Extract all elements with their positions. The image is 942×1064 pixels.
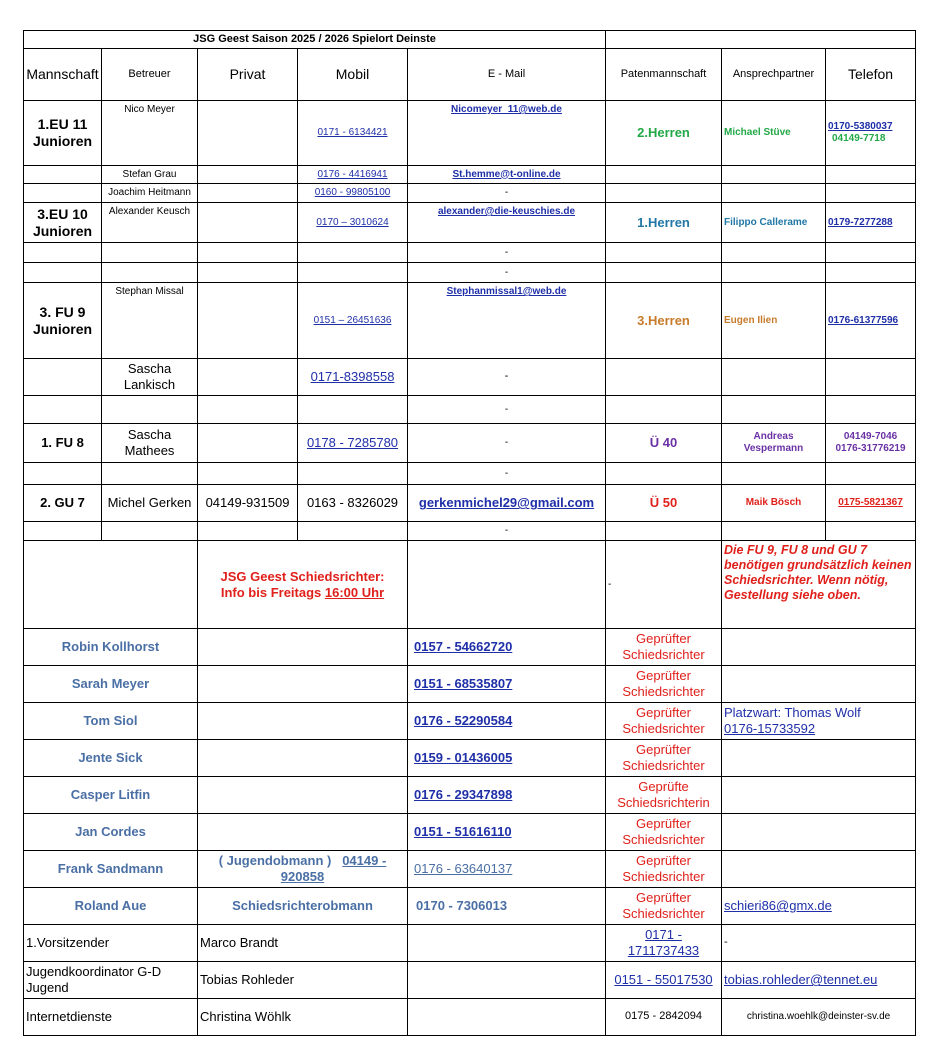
col-header-telefon: Telefon — [826, 49, 916, 101]
table-cell — [298, 463, 408, 485]
referee-info-heading — [198, 541, 408, 629]
table-cell — [606, 522, 722, 541]
table-cell — [408, 485, 606, 522]
referee-status: Geprüfter Schiedsrichter — [606, 814, 722, 851]
table-cell — [722, 263, 826, 283]
ansprechpartner-name: Maik Bösch — [722, 485, 826, 522]
referee-phone-link[interactable]: 0176 - 29347898 — [414, 787, 513, 803]
table-cell — [408, 851, 606, 888]
betreuer-name: Sascha Lankisch — [102, 359, 198, 396]
table-cell — [298, 283, 408, 359]
table-row — [24, 703, 916, 740]
referee-email-link[interactable]: schieri86@gmx.de — [724, 898, 832, 914]
table-row — [24, 101, 916, 166]
table-cell — [606, 243, 722, 263]
table-cell — [722, 629, 916, 666]
table-cell — [408, 814, 606, 851]
official-name: Tobias Rohleder — [198, 962, 408, 999]
table-cell — [722, 888, 916, 925]
referee-status: Geprüfte Schiedsrichterin — [606, 777, 722, 814]
table-cell — [722, 463, 826, 485]
table-row — [24, 485, 916, 522]
table-row — [24, 777, 916, 814]
referee-name: Jente Sick — [24, 740, 198, 777]
table-row — [24, 359, 916, 396]
table-cell — [826, 263, 916, 283]
referee-phone-link[interactable]: 0176 - 63640137 — [414, 861, 513, 877]
table-cell — [198, 243, 298, 263]
table-cell — [24, 396, 102, 424]
email-dash: - — [408, 263, 606, 283]
table-cell — [408, 629, 606, 666]
table-cell — [198, 740, 408, 777]
platzwart-phone-link[interactable]: 0176-15733592 — [724, 721, 816, 736]
referee-role: Schiedsrichterobmann — [198, 888, 408, 925]
table-cell — [722, 777, 916, 814]
mobil-value: 0163 - 8326029 — [298, 485, 408, 522]
email-dash: - — [408, 424, 606, 463]
referee-status: Geprüfter Schiedsrichter — [606, 888, 722, 925]
table-cell — [24, 166, 102, 184]
table-cell — [102, 463, 198, 485]
ansprechpartner-name: Andreas Vespermann — [722, 424, 826, 463]
referee-status: Geprüfter Schiedsrichter — [606, 703, 722, 740]
referee-phone-link[interactable]: 0159 - 01436005 — [414, 750, 513, 766]
table-cell — [606, 925, 722, 962]
referee-status: Geprüfter Schiedsrichter — [606, 629, 722, 666]
table-cell — [408, 166, 606, 184]
official-email: christina.woehlk@deinster-sv.de — [722, 999, 916, 1036]
betreuer-name: Stefan Grau — [102, 166, 198, 184]
betreuer-name: Joachim Heitmann — [102, 184, 198, 203]
table-cell — [722, 740, 916, 777]
table-cell — [198, 283, 298, 359]
official-role: Internetdienste — [24, 999, 198, 1036]
table-cell — [198, 777, 408, 814]
privat-cell — [198, 101, 298, 166]
table-row — [24, 925, 916, 962]
table-cell — [24, 463, 102, 485]
table-cell — [102, 243, 198, 263]
team-name: 3.EU 10 Junioren — [24, 203, 102, 243]
paten-team: Ü 40 — [606, 424, 722, 463]
email-link[interactable]: St.hemme@t-online.de — [452, 168, 561, 180]
email-dash: - — [408, 243, 606, 263]
table-cell — [198, 424, 298, 463]
table-cell — [408, 888, 606, 925]
table-cell — [826, 283, 916, 359]
email-dash: - — [408, 396, 606, 424]
col-header-privat: Privat — [198, 49, 298, 101]
table-cell — [408, 203, 606, 243]
table-cell — [198, 666, 408, 703]
official-phone: 0175 - 2842094 — [606, 999, 722, 1036]
table-cell — [198, 203, 298, 243]
col-header-ansprechpartner: Ansprechpartner — [722, 49, 826, 101]
table-cell — [722, 522, 826, 541]
table-row — [24, 463, 916, 485]
email-link[interactable]: Nicomeyer_11@web.de — [451, 104, 562, 115]
table-row — [24, 814, 916, 851]
table-cell — [606, 166, 722, 184]
table-row — [24, 243, 916, 263]
official-role: 1.Vorsitzender — [24, 925, 198, 962]
email-link[interactable]: alexander@die-keuschies.de — [437, 206, 576, 217]
mobil-link[interactable]: 0171 - 6134421 — [317, 127, 388, 138]
table-cell — [102, 263, 198, 283]
referee-status: Geprüfter Schiedsrichter — [606, 851, 722, 888]
table-cell — [102, 522, 198, 541]
official-name: Christina Wöhlk — [198, 999, 408, 1036]
table-cell — [826, 243, 916, 263]
table-row — [24, 424, 916, 463]
table-row — [24, 666, 916, 703]
table-cell — [198, 184, 298, 203]
email-dash: - — [408, 359, 606, 396]
table-cell — [722, 396, 826, 424]
mobil-link[interactable]: 0178 - 7285780 — [306, 435, 399, 451]
table-cell — [826, 396, 916, 424]
table-cell — [606, 359, 722, 396]
table-cell — [198, 703, 408, 740]
table-cell — [198, 359, 298, 396]
sheet-title: JSG Geest Saison 2025 / 2026 Spielort Deinste — [24, 31, 606, 49]
table-cell — [408, 666, 606, 703]
referee-status: Geprüfter Schiedsrichter — [606, 666, 722, 703]
email-link[interactable]: gerkenmichel29@gmail.com — [418, 495, 595, 511]
table-cell — [24, 263, 102, 283]
table-cell — [298, 263, 408, 283]
table-cell — [408, 541, 606, 629]
ansprechpartner-name: Filippo Callerame — [722, 203, 826, 243]
table-row — [24, 999, 916, 1036]
table-row — [24, 283, 916, 359]
official-email-link[interactable]: tobias.rohleder@tennet.eu — [724, 972, 878, 988]
telefon-value: 04149-7046 — [843, 431, 898, 442]
table-cell — [198, 851, 408, 888]
table-cell — [722, 814, 916, 851]
referee-phone-link[interactable]: 0151 - 51616110 — [414, 824, 512, 840]
paten-team: 2.Herren — [606, 101, 722, 166]
team-name: 1.EU 11 Junioren — [24, 101, 102, 166]
table-cell — [24, 541, 198, 629]
table-cell — [298, 243, 408, 263]
table-cell — [298, 184, 408, 203]
table-cell — [826, 203, 916, 243]
referee-info-row — [24, 541, 916, 629]
table-cell — [408, 703, 606, 740]
table-cell — [408, 283, 606, 359]
table-cell — [24, 184, 102, 203]
email-dash: - — [408, 463, 606, 485]
table-cell — [606, 396, 722, 424]
table-cell — [102, 396, 198, 424]
table-row — [24, 522, 916, 541]
telefon-value: 0176-31776219 — [835, 443, 906, 454]
table-cell — [408, 777, 606, 814]
table-cell — [198, 629, 408, 666]
referee-status: Geprüfter Schiedsrichter — [606, 740, 722, 777]
referee-phone-link[interactable]: 0157 - 54662720 — [414, 639, 513, 655]
referee-name: Jan Cordes — [24, 814, 198, 851]
table-cell — [298, 359, 408, 396]
table-cell — [198, 463, 298, 485]
table-cell — [298, 522, 408, 541]
referee-info-title: JSG Geest Schiedsrichter: — [220, 568, 385, 584]
table-cell — [826, 184, 916, 203]
betreuer-name: Michel Gerken — [102, 485, 198, 522]
referee-phone-link[interactable]: 0170 - 7306013 — [416, 898, 508, 914]
col-header-betreuer: Betreuer — [102, 49, 198, 101]
mobil-link[interactable]: 0176 - 4416941 — [317, 168, 388, 180]
referee-info-sub: Info bis Freitags — [220, 584, 325, 600]
table-cell — [722, 243, 826, 263]
official-phone-link[interactable]: 0151 - 55017530 — [614, 972, 713, 988]
col-header-patenmannschaft: Patenmannschaft — [606, 49, 722, 101]
betreuer-name: Nico Meyer — [102, 101, 198, 166]
referee-phone-link[interactable]: 0151 - 68535807 — [414, 676, 513, 692]
table-cell — [606, 263, 722, 283]
table-row — [24, 263, 916, 283]
referee-role: ( Jugendobmann ) — [218, 853, 332, 869]
email-dash: - — [408, 184, 606, 203]
table-cell — [722, 703, 916, 740]
betreuer-name: Alexander Keusch — [102, 203, 198, 243]
table-cell — [722, 166, 826, 184]
official-name: Marco Brandt — [198, 925, 408, 962]
table-cell — [24, 522, 102, 541]
referee-info-note: Die FU 9, FU 8 und GU 7 benötigen grundsätzlich keinen Schiedsrichter. Wenn nötig, Gestellung siehe oben. — [722, 541, 916, 629]
table-row — [24, 166, 916, 184]
privat-phone: 04149-931509 — [198, 485, 298, 522]
table-cell — [722, 851, 916, 888]
table-cell — [408, 740, 606, 777]
table-cell — [606, 962, 722, 999]
table-cell — [198, 396, 298, 424]
mobil-link[interactable]: 0151 – 26451636 — [313, 314, 392, 326]
mobil-link[interactable]: 0171-8398558 — [310, 369, 395, 385]
table-row — [24, 962, 916, 999]
telefon-link[interactable]: 0179-7277288 — [828, 216, 893, 228]
referee-name: Roland Aue — [24, 888, 198, 925]
table-cell — [826, 166, 916, 184]
table-cell — [198, 522, 298, 541]
email-dash: - — [408, 522, 606, 541]
table-cell — [826, 424, 916, 463]
table-row — [24, 203, 916, 243]
table-cell — [826, 101, 916, 166]
table-cell — [198, 263, 298, 283]
col-header-mannschaft: Mannschaft — [24, 49, 102, 101]
table-cell — [298, 101, 408, 166]
table-cell — [606, 184, 722, 203]
referee-phone-link[interactable]: 0176 - 52290584 — [414, 713, 513, 729]
table-cell — [298, 424, 408, 463]
table-cell — [606, 463, 722, 485]
table-cell — [198, 814, 408, 851]
betreuer-name: Sascha Mathees — [102, 424, 198, 463]
table-cell — [826, 463, 916, 485]
col-header-email: E - Mail — [408, 49, 606, 101]
table-cell — [408, 999, 606, 1036]
referee-info-time: 16:00 Uhr — [324, 584, 385, 600]
table-cell — [408, 925, 606, 962]
table-cell — [408, 101, 606, 166]
table-cell — [722, 184, 826, 203]
referee-name: Tom Siol — [24, 703, 198, 740]
table-cell — [298, 396, 408, 424]
platzwart-label: Platzwart: Thomas Wolf — [724, 705, 861, 721]
paten-team: Ü 50 — [606, 485, 722, 522]
team-contact-table — [23, 30, 916, 1036]
referee-role-phone: 04149 - 920858 — [280, 853, 387, 884]
table-cell — [198, 166, 298, 184]
table-cell — [408, 962, 606, 999]
official-extra: - — [722, 925, 916, 962]
table-cell — [826, 359, 916, 396]
table-cell — [722, 359, 826, 396]
table-row — [24, 740, 916, 777]
table-row — [24, 184, 916, 203]
betreuer-name: Stephan Missal — [102, 283, 198, 359]
table-cell — [24, 359, 102, 396]
table-cell — [298, 203, 408, 243]
referee-name: Sarah Meyer — [24, 666, 198, 703]
team-name: 2. GU 7 — [24, 485, 102, 522]
table-cell — [722, 666, 916, 703]
mobil-link[interactable]: 0160 - 99805100 — [314, 187, 391, 198]
paten-team: 3.Herren — [606, 283, 722, 359]
referee-name: Robin Kollhorst — [24, 629, 198, 666]
telefon-link[interactable]: 0170-5380037 — [828, 121, 893, 132]
referee-info-dash: - — [606, 541, 722, 629]
team-name: 3. FU 9 Junioren — [24, 283, 102, 359]
ansprechpartner-name: Michael Stüve — [722, 101, 826, 166]
referee-name: Frank Sandmann — [24, 851, 198, 888]
table-row — [24, 396, 916, 424]
table-cell — [722, 962, 916, 999]
table-cell — [24, 243, 102, 263]
telefon-value: 0175-5821367 — [826, 485, 916, 522]
mobil-link[interactable]: 0170 – 3010624 — [316, 216, 389, 228]
table-row — [24, 888, 916, 925]
table-row — [24, 629, 916, 666]
ansprechpartner-name: Eugen Ilien — [722, 283, 826, 359]
title-empty-cell — [606, 31, 916, 49]
official-phone-link[interactable]: 0171 - 1711737433 — [627, 927, 700, 958]
team-name: 1. FU 8 — [24, 424, 102, 463]
telefon-link[interactable]: 0176-61377596 — [828, 314, 899, 326]
referee-name: Casper Litfin — [24, 777, 198, 814]
table-row — [24, 851, 916, 888]
email-link[interactable]: Stephanmissal1@web.de — [446, 286, 567, 297]
telefon-value: 04149-7718 — [832, 133, 886, 144]
table-cell — [826, 522, 916, 541]
table-cell — [298, 166, 408, 184]
paten-team: 1.Herren — [606, 203, 722, 243]
official-role: Jugendkoordinator G-D Jugend — [24, 962, 198, 999]
col-header-mobil: Mobil — [298, 49, 408, 101]
